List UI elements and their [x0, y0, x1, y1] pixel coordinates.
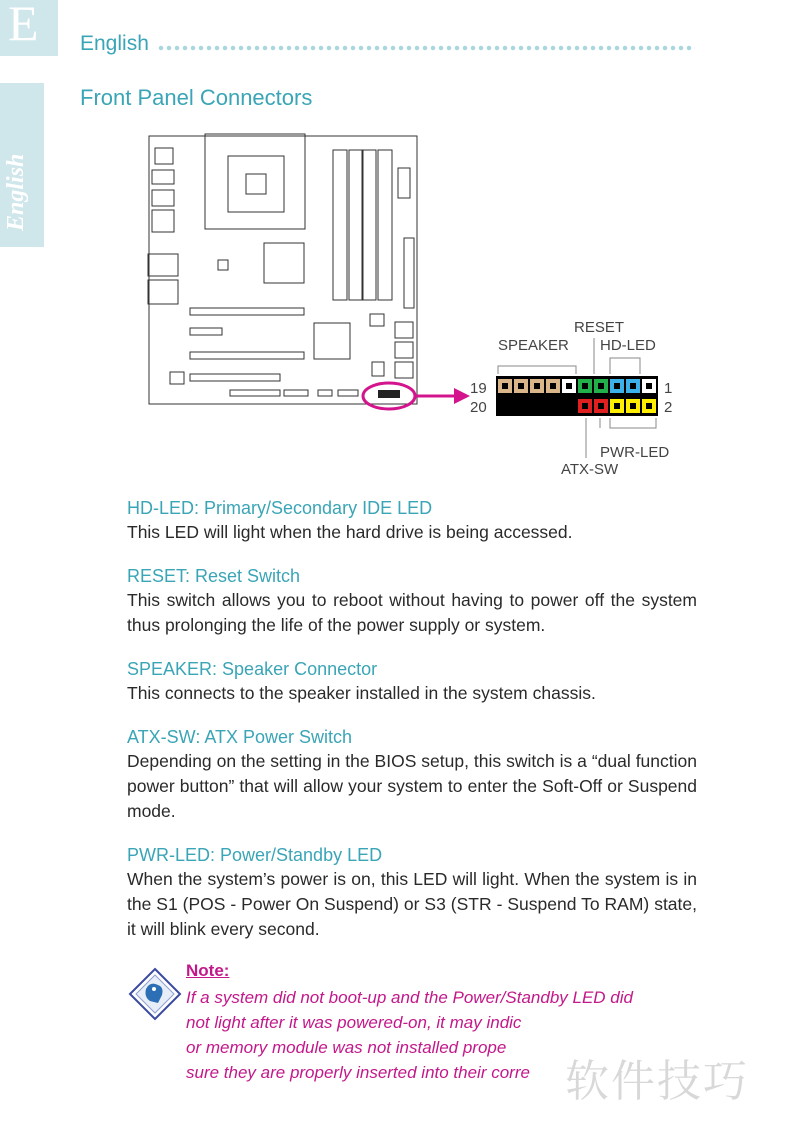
section-title: Front Panel Connectors	[80, 85, 313, 110]
pin-20-label: 20	[470, 399, 487, 416]
entry-text: When the system’s power is on, this LED will light. When the system is in the S1 (POS - Power On Suspend) or S3 (STR - Suspend To RAM) state, it will blink every second.	[127, 869, 697, 939]
speaker-label: SPEAKER	[498, 337, 569, 354]
entry-speaker	[127, 657, 697, 706]
note-icon	[128, 967, 182, 1021]
language-label: English	[80, 32, 149, 55]
pin-1-label: 1	[664, 380, 673, 397]
atx-sw-label: ATX-SW	[561, 461, 619, 478]
entry-title: SPEAKER: Speaker Connector	[127, 659, 378, 679]
entry-text: Depending on the setting in the BIOS setup, this switch is a “dual function power button” that will allow your system to enter the Soft-Off or Suspend mode.	[127, 751, 697, 821]
note-line: If a system did not boot-up and the Power/Standby LED did	[186, 988, 633, 1007]
entry-title: ATX-SW: ATX Power Switch	[127, 727, 353, 747]
entry-pwr-led	[127, 843, 697, 942]
note-title: Note:	[186, 961, 230, 980]
entry-title: HD-LED: Primary/Secondary IDE LED	[127, 498, 433, 518]
pin-2-label: 2	[664, 399, 673, 416]
side-language-tab	[0, 83, 44, 247]
dotted-rule	[157, 45, 695, 51]
note-line: or memory module was not installed prope	[186, 1038, 507, 1057]
arrow-head	[454, 388, 470, 404]
reset-label: RESET	[574, 319, 625, 336]
board-connector	[378, 390, 400, 398]
entry-text: This switch allows you to reboot without having to power off the system thus prolonging the life of the power supply or system.	[127, 590, 697, 635]
entry-reset	[127, 564, 697, 638]
entry-text: This LED will light when the hard drive is being accessed.	[127, 522, 573, 542]
entry-atx-sw	[127, 725, 697, 824]
chapter-letter: E	[8, 0, 39, 51]
note-line: sure they are properly inserted into their corre	[186, 1063, 530, 1082]
note-line: not light after it was powered-on, it may indic	[186, 1013, 522, 1032]
motherboard-drawing	[148, 134, 417, 404]
side-tab-label: English	[3, 153, 29, 231]
hd-led-label: HD-LED	[600, 337, 656, 354]
pin-header	[496, 376, 658, 416]
entry-title: RESET: Reset Switch	[127, 566, 301, 586]
front-panel-diagram	[140, 128, 700, 478]
entry-title: PWR-LED: Power/Standby LED	[127, 845, 383, 865]
pwr-led-label: PWR-LED	[600, 444, 670, 461]
pin-19-label: 19	[470, 380, 487, 397]
watermark-text: 软件技巧	[565, 1057, 749, 1106]
entry-hd-led	[127, 496, 697, 545]
chapter-tab	[0, 0, 58, 56]
entry-text: This connects to the speaker installed in the system chassis.	[127, 683, 596, 703]
